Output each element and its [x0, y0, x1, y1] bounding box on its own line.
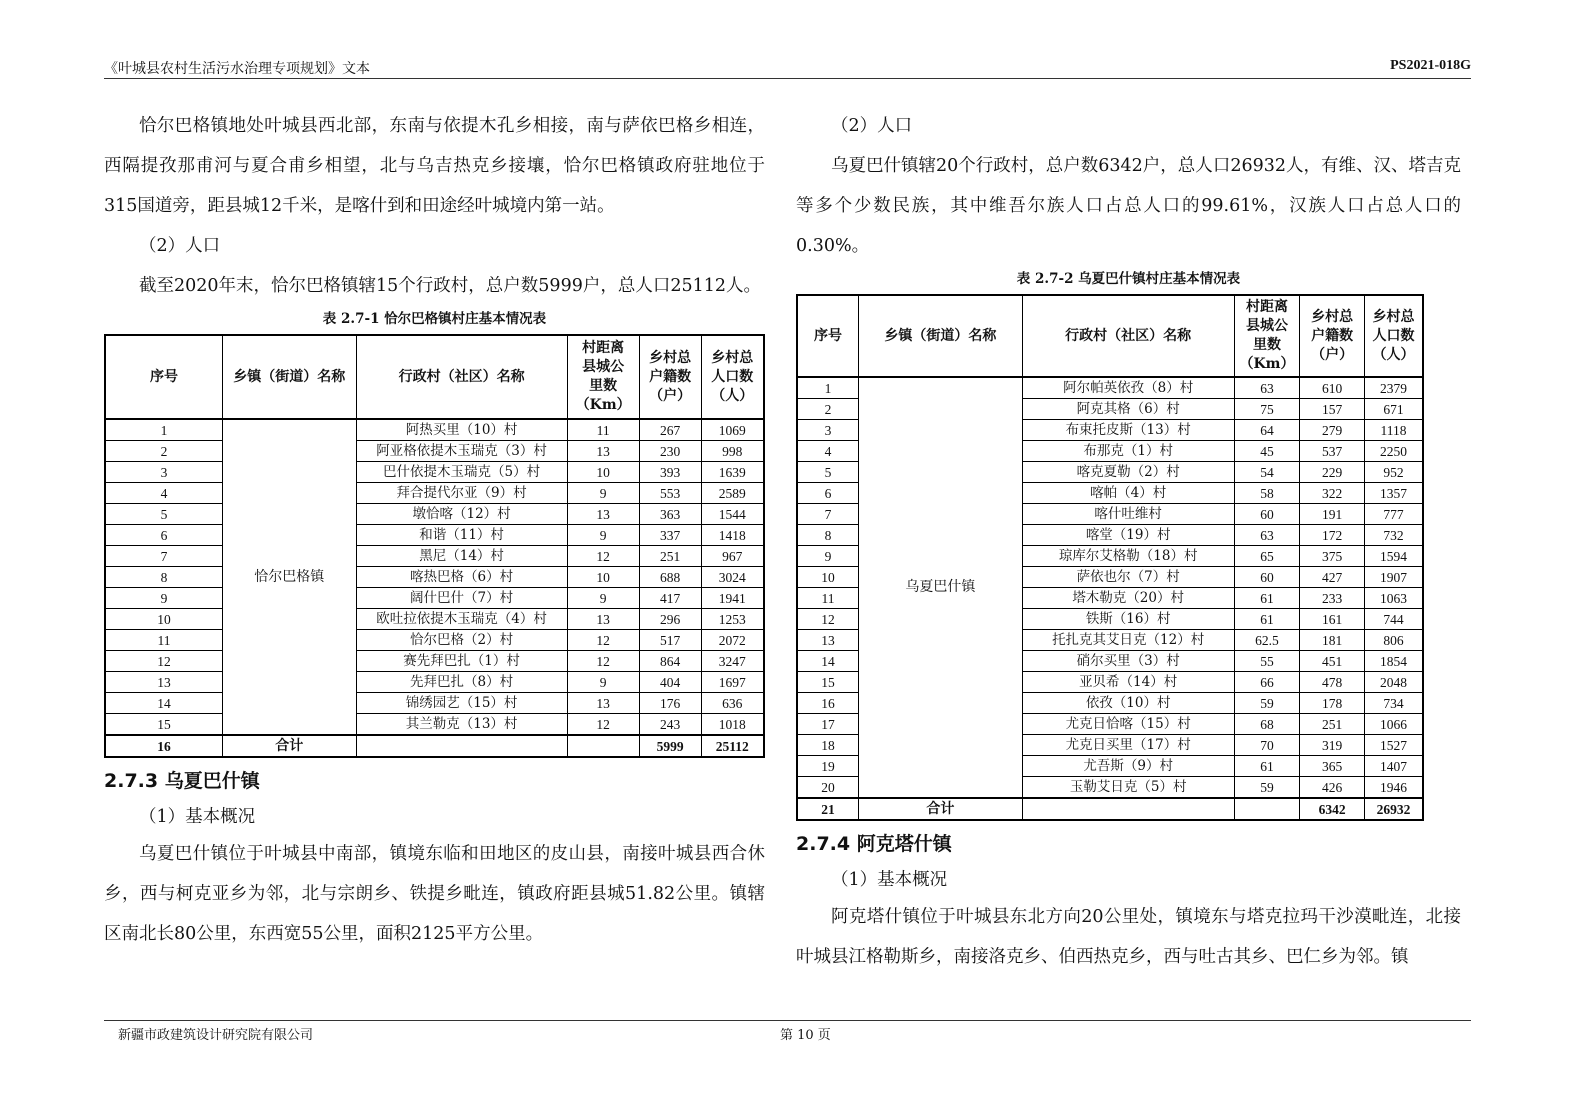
th-line: 乡村总	[1372, 308, 1415, 325]
cell-village: 拜合提代尔亚（9）村	[356, 483, 567, 504]
cell-distance: 59	[1234, 693, 1300, 714]
cell-village: 阿亚格依提木玉瑞克（3）村	[356, 441, 567, 462]
cell-households: 417	[639, 588, 701, 609]
cell-population: 1544	[701, 504, 764, 525]
cell-population: 671	[1364, 399, 1423, 420]
cell-households: 363	[639, 504, 701, 525]
table-body	[105, 419, 764, 757]
cell-distance: 9	[567, 525, 639, 546]
cell-village: 阿尔帕英依孜（8）村	[1022, 377, 1234, 399]
th-no: 序号	[105, 335, 223, 419]
cell-no: 13	[105, 672, 223, 693]
table-row	[797, 377, 1423, 399]
cell-village: 喀热巴格（6）村	[356, 567, 567, 588]
cell-distance: 62.5	[1234, 630, 1300, 651]
cell-village: 赛先拜巴扎（1）村	[356, 651, 567, 672]
cell-households: 688	[639, 567, 701, 588]
footer-rule	[104, 1020, 1471, 1021]
cell-village: 依孜（10）村	[1022, 693, 1234, 714]
paragraph: 截至2020年末，恰尔巴格镇辖15个行政村，总户数5999户，总人口25112人。	[139, 276, 762, 296]
th-distance	[567, 335, 639, 419]
cell-households: 157	[1300, 399, 1365, 420]
table-row	[105, 567, 764, 588]
cell-population: 732	[1364, 525, 1423, 546]
cell-village: 锦绣园艺（15）村	[356, 693, 567, 714]
subheading-population: （2）人口	[139, 236, 221, 256]
cell-distance: 13	[567, 693, 639, 714]
cell-no: 12	[797, 609, 859, 630]
cell-no: 1	[797, 377, 859, 399]
table-row	[105, 462, 764, 483]
th-line: 里数	[589, 378, 618, 394]
cell-no: 16	[797, 693, 859, 714]
cell-population: 2589	[701, 483, 764, 504]
cell-village: 黑尼（14）村	[356, 546, 567, 567]
cell-no: 9	[105, 588, 223, 609]
th-households	[639, 335, 701, 419]
cell-village: 阔什巴什（7）村	[356, 588, 567, 609]
cell-no: 17	[797, 714, 859, 735]
cell-no: 4	[105, 483, 223, 504]
cell-no: 11	[797, 588, 859, 609]
cell-population: 967	[701, 546, 764, 567]
th-town: 乡镇（街道）名称	[859, 295, 1023, 377]
document-title: 《叶城县农村生活污水治理专项规划》文本	[104, 61, 370, 77]
cell-no: 15	[797, 672, 859, 693]
header-rule	[104, 78, 1471, 79]
cell-population: 1063	[1364, 588, 1423, 609]
cell-village: 先拜巴扎（8）村	[356, 672, 567, 693]
cell-village: 喀克夏勒（2）村	[1022, 462, 1234, 483]
cell-population: 1941	[701, 588, 764, 609]
cell-population: 1907	[1364, 567, 1423, 588]
cell-no: 4	[797, 441, 859, 462]
th-distance	[1234, 295, 1300, 377]
cell-no: 8	[105, 567, 223, 588]
cell-households: 229	[1300, 462, 1365, 483]
cell-distance: 60	[1234, 567, 1300, 588]
cell-distance: 9	[567, 672, 639, 693]
th-line: 乡村总	[649, 349, 692, 366]
cell-distance: 13	[567, 504, 639, 525]
page-number: 第 10 页	[780, 1028, 831, 1043]
cell-town: 乌夏巴什镇	[859, 377, 1023, 798]
cell-no: 21	[797, 798, 859, 820]
cell-village: 尤克日买里（17）村	[1022, 735, 1234, 756]
cell-population: 1946	[1364, 777, 1423, 799]
th-population	[701, 335, 764, 419]
paragraph: 乌夏巴什镇位于叶城县中南部，镇境东临和田地区的皮山县，南接叶城县西合休乡，西与柯克亚乡为邻，北与宗朗乡、铁提乡毗连，镇政府距县城51.82公里。镇辖区南北长80公里，东西宽55公里，面积2125平方公里。	[104, 844, 765, 944]
table-row	[105, 483, 764, 504]
cell-households: 404	[639, 672, 701, 693]
cell-village: 阿克其格（6）村	[1022, 399, 1234, 420]
paragraph: 乌夏巴什镇辖20个行政村，总户数6342户，总人口26932人，有维、汉、塔吉克等多个少数民族，其中维吾尔族人口占总人口的99.61%，汉族人口占总人口的0.30%。	[796, 156, 1461, 256]
cell-no: 2	[797, 399, 859, 420]
cell-households: 537	[1300, 441, 1365, 462]
cell-distance: 11	[567, 419, 639, 441]
cell-distance: 45	[1234, 441, 1300, 462]
cell-distance	[567, 735, 639, 757]
cell-households: 427	[1300, 567, 1365, 588]
cell-total-label: 合计	[859, 798, 1023, 820]
cell-households: 251	[1300, 714, 1365, 735]
th-line: 村距离	[1245, 299, 1288, 315]
cell-no: 14	[105, 693, 223, 714]
cell-village: 喀堂（19）村	[1022, 525, 1234, 546]
cell-population: 2379	[1364, 377, 1423, 399]
cell-village: 铁斯（16）村	[1022, 609, 1234, 630]
cell-no: 11	[105, 630, 223, 651]
th-line: 里数	[1252, 337, 1281, 353]
cell-village	[1022, 798, 1234, 820]
cell-distance: 12	[567, 630, 639, 651]
cell-village: 亚贝希（14）村	[1022, 672, 1234, 693]
cell-households: 296	[639, 609, 701, 630]
cell-distance: 63	[1234, 377, 1300, 399]
cell-distance	[1234, 798, 1300, 820]
village-table-1	[104, 334, 765, 758]
cell-population: 777	[1364, 504, 1423, 525]
table-row	[105, 588, 764, 609]
cell-no: 16	[105, 735, 223, 757]
subheading-population: （2）人口	[831, 116, 913, 136]
th-households	[1300, 295, 1365, 377]
th-population	[1364, 295, 1423, 377]
cell-population: 2250	[1364, 441, 1423, 462]
cell-village	[356, 735, 567, 757]
cell-distance: 13	[567, 441, 639, 462]
cell-households: 178	[1300, 693, 1365, 714]
cell-population: 1697	[701, 672, 764, 693]
cell-distance: 60	[1234, 504, 1300, 525]
cell-no: 3	[797, 420, 859, 441]
cell-village: 塔木勒克（20）村	[1022, 588, 1234, 609]
subheading-overview: （1）基本概况	[831, 870, 948, 890]
cell-population: 26932	[1364, 798, 1423, 820]
cell-village: 硝尔买里（3）村	[1022, 651, 1234, 672]
cell-distance: 70	[1234, 735, 1300, 756]
th-line: 县城公	[1245, 318, 1288, 334]
table-row	[105, 714, 764, 736]
cell-village: 欧吐拉依提木玉瑞克（4）村	[356, 609, 567, 630]
cell-no: 6	[797, 483, 859, 504]
cell-population: 1407	[1364, 756, 1423, 777]
cell-no: 7	[105, 546, 223, 567]
cell-distance: 59	[1234, 777, 1300, 799]
cell-village: 托扎克其艾日克（12）村	[1022, 630, 1234, 651]
th-line: 人口数	[711, 368, 754, 385]
cell-households: 553	[639, 483, 701, 504]
th-town: 乡镇（街道）名称	[223, 335, 357, 419]
cell-households: 172	[1300, 525, 1365, 546]
cell-no: 10	[797, 567, 859, 588]
th-line: （户）	[649, 387, 692, 404]
cell-no: 12	[105, 651, 223, 672]
footer-company: 新疆市政建筑设计研究院有限公司	[118, 1028, 314, 1043]
cell-village: 阿热买里（10）村	[356, 419, 567, 441]
th-line: 户籍数	[1311, 327, 1354, 344]
cell-population: 636	[701, 693, 764, 714]
cell-no: 7	[797, 504, 859, 525]
cell-distance: 66	[1234, 672, 1300, 693]
cell-households: 319	[1300, 735, 1365, 756]
cell-population: 1018	[701, 714, 764, 736]
table-caption: 表 2.7-1 恰尔巴格镇村庄基本情况表	[322, 311, 547, 327]
cell-population: 1069	[701, 419, 764, 441]
section-heading: 2.7.4 阿克塔什镇	[796, 833, 952, 855]
th-line: 村距离	[582, 340, 625, 356]
cell-distance: 13	[567, 609, 639, 630]
th-line: （人）	[711, 387, 754, 404]
table-row	[105, 651, 764, 672]
cell-households: 161	[1300, 609, 1365, 630]
cell-households: 243	[639, 714, 701, 736]
cell-no: 5	[105, 504, 223, 525]
cell-distance: 65	[1234, 546, 1300, 567]
cell-village: 巴什依提木玉瑞克（5）村	[356, 462, 567, 483]
cell-village: 尤克日恰喀（15）村	[1022, 714, 1234, 735]
cell-no: 2	[105, 441, 223, 462]
th-no: 序号	[797, 295, 859, 377]
cell-population: 2048	[1364, 672, 1423, 693]
th-village: 行政村（社区）名称	[1022, 295, 1234, 377]
cell-population: 806	[1364, 630, 1423, 651]
cell-no: 1	[105, 419, 223, 441]
cell-no: 5	[797, 462, 859, 483]
right-column	[796, 106, 1461, 977]
th-line: （Km）	[575, 397, 631, 413]
cell-distance: 12	[567, 546, 639, 567]
cell-distance: 10	[567, 462, 639, 483]
cell-population: 1418	[701, 525, 764, 546]
section-heading: 2.7.3 乌夏巴什镇	[104, 770, 260, 792]
cell-population: 1357	[1364, 483, 1423, 504]
cell-village: 尤吾斯（9）村	[1022, 756, 1234, 777]
cell-distance: 12	[567, 714, 639, 736]
cell-village: 喀帕（4）村	[1022, 483, 1234, 504]
cell-households: 267	[639, 419, 701, 441]
cell-village: 墩恰喀（12）村	[356, 504, 567, 525]
cell-distance: 75	[1234, 399, 1300, 420]
cell-households: 181	[1300, 630, 1365, 651]
cell-households: 375	[1300, 546, 1365, 567]
cell-distance: 12	[567, 651, 639, 672]
cell-village: 喀什吐维村	[1022, 504, 1234, 525]
cell-population: 2072	[701, 630, 764, 651]
cell-population: 1118	[1364, 420, 1423, 441]
cell-households: 191	[1300, 504, 1365, 525]
table-body	[797, 377, 1423, 820]
cell-no: 9	[797, 546, 859, 567]
cell-no: 14	[797, 651, 859, 672]
page-header	[104, 58, 1471, 78]
paragraph: 恰尔巴格镇地处叶城县西北部，东南与依提木孔乡相接，南与萨依巴格乡相连，西隔提孜那甫河与夏合甫乡相望，北与乌吉热克乡接壤，恰尔巴格镇政府驻地位于315国道旁，距县城12千米，是喀什到和田途经叶城境内第一站。	[104, 116, 765, 216]
cell-households: 337	[639, 525, 701, 546]
table-row	[105, 609, 764, 630]
cell-distance: 9	[567, 588, 639, 609]
table-row	[105, 525, 764, 546]
cell-households: 365	[1300, 756, 1365, 777]
th-line: （Km）	[1239, 356, 1295, 372]
cell-population: 1594	[1364, 546, 1423, 567]
cell-population: 1253	[701, 609, 764, 630]
cell-population: 734	[1364, 693, 1423, 714]
cell-no: 10	[105, 609, 223, 630]
cell-no: 15	[105, 714, 223, 736]
cell-total-label: 合计	[223, 735, 357, 757]
cell-village: 琼库尔艾格勒（18）村	[1022, 546, 1234, 567]
cell-population: 1639	[701, 462, 764, 483]
cell-households: 451	[1300, 651, 1365, 672]
cell-village: 玉勒艾日克（5）村	[1022, 777, 1234, 799]
village-table-2	[796, 294, 1424, 821]
cell-distance: 10	[567, 567, 639, 588]
cell-population: 25112	[701, 735, 764, 757]
cell-households: 322	[1300, 483, 1365, 504]
cell-households: 478	[1300, 672, 1365, 693]
table-row	[105, 693, 764, 714]
table-row	[105, 630, 764, 651]
cell-households: 5999	[639, 735, 701, 757]
cell-population: 3247	[701, 651, 764, 672]
cell-households: 393	[639, 462, 701, 483]
cell-no: 8	[797, 525, 859, 546]
cell-distance: 61	[1234, 609, 1300, 630]
cell-population: 952	[1364, 462, 1423, 483]
cell-no: 13	[797, 630, 859, 651]
cell-population: 744	[1364, 609, 1423, 630]
cell-no: 20	[797, 777, 859, 799]
paragraph: 阿克塔什镇位于叶城县东北方向20公里处，镇境东与塔克拉玛干沙漠毗连，北接叶城县江格勒斯乡，南接洛克乡、伯西热克乡，西与吐古其乡、巴仁乡为邻。镇	[796, 907, 1461, 967]
cell-population: 1066	[1364, 714, 1423, 735]
cell-households: 176	[639, 693, 701, 714]
th-line: （户）	[1311, 346, 1354, 363]
total-row	[105, 735, 764, 757]
cell-distance: 64	[1234, 420, 1300, 441]
table-row	[105, 546, 764, 567]
cell-households: 233	[1300, 588, 1365, 609]
th-line: （人）	[1372, 346, 1415, 363]
cell-no: 19	[797, 756, 859, 777]
th-line: 户籍数	[649, 368, 692, 385]
cell-population: 1854	[1364, 651, 1423, 672]
th-line: 乡村总	[711, 349, 754, 366]
cell-no: 18	[797, 735, 859, 756]
cell-distance: 9	[567, 483, 639, 504]
th-village: 行政村（社区）名称	[356, 335, 567, 419]
cell-distance: 61	[1234, 756, 1300, 777]
table-row	[105, 441, 764, 462]
left-column	[104, 106, 765, 954]
table-caption: 表 2.7-2 乌夏巴什镇村庄基本情况表	[1016, 271, 1241, 287]
cell-town: 恰尔巴格镇	[223, 419, 357, 735]
cell-distance: 54	[1234, 462, 1300, 483]
cell-households: 251	[639, 546, 701, 567]
cell-population: 1527	[1364, 735, 1423, 756]
th-line: 人口数	[1372, 327, 1415, 344]
cell-households: 610	[1300, 377, 1365, 399]
cell-distance: 61	[1234, 588, 1300, 609]
subheading-overview: （1）基本概况	[139, 807, 256, 827]
document-code: PS2021-018G	[1390, 58, 1471, 73]
cell-village: 其兰勒克（13）村	[356, 714, 567, 736]
cell-households: 230	[639, 441, 701, 462]
cell-households: 864	[639, 651, 701, 672]
total-row	[797, 798, 1423, 820]
cell-village: 布束托皮斯（13）村	[1022, 420, 1234, 441]
cell-distance: 68	[1234, 714, 1300, 735]
cell-households: 6342	[1300, 798, 1365, 820]
cell-households: 517	[639, 630, 701, 651]
table-row	[105, 672, 764, 693]
table-row	[105, 504, 764, 525]
cell-distance: 63	[1234, 525, 1300, 546]
cell-no: 3	[105, 462, 223, 483]
th-line: 乡村总	[1311, 308, 1354, 325]
cell-village: 和谐（11）村	[356, 525, 567, 546]
cell-village: 布那克（1）村	[1022, 441, 1234, 462]
cell-households: 426	[1300, 777, 1365, 799]
cell-population: 3024	[701, 567, 764, 588]
cell-village: 恰尔巴格（2）村	[356, 630, 567, 651]
cell-distance: 58	[1234, 483, 1300, 504]
cell-households: 279	[1300, 420, 1365, 441]
cell-no: 6	[105, 525, 223, 546]
cell-population: 998	[701, 441, 764, 462]
cell-village: 萨依也尔（7）村	[1022, 567, 1234, 588]
cell-distance: 55	[1234, 651, 1300, 672]
table-row	[105, 419, 764, 441]
th-line: 县城公	[582, 359, 625, 375]
